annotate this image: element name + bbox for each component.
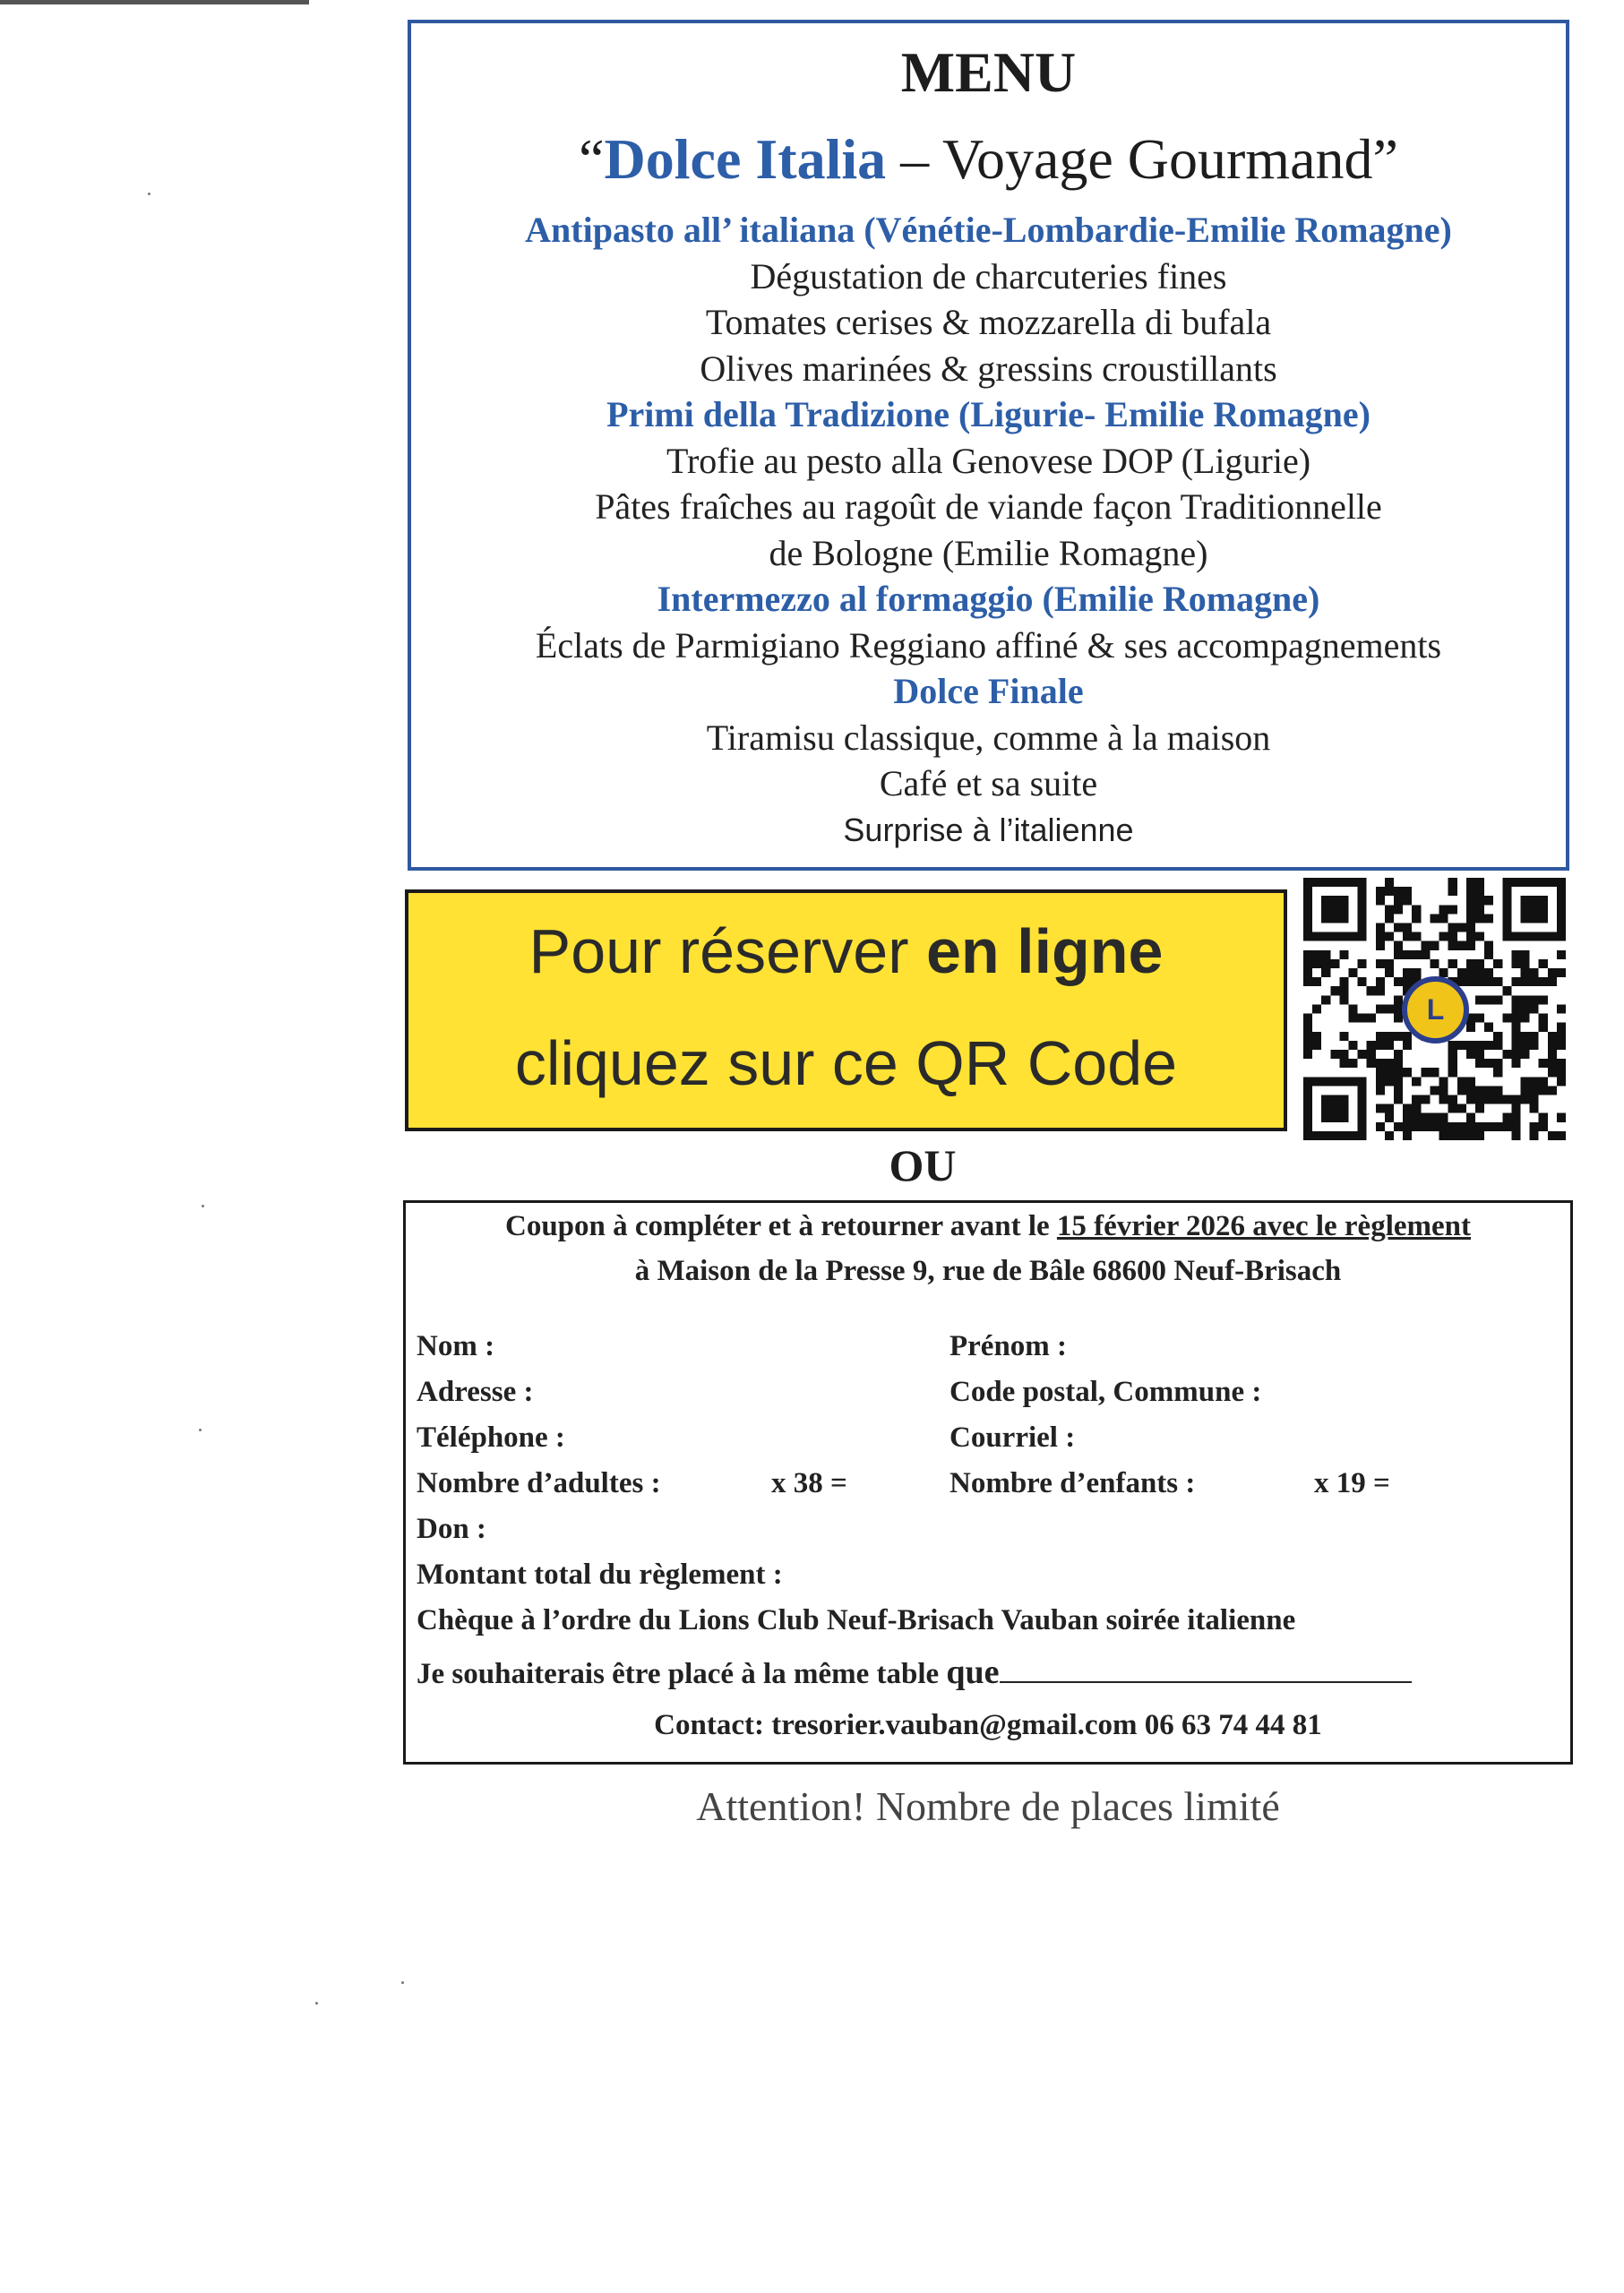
scan-artifact-line	[0, 0, 309, 4]
enfants-field[interactable]: Nombre d’enfants :	[949, 1467, 1196, 1499]
attention-notice: Attention! Nombre de places limité	[696, 1783, 1280, 1829]
menu-lines	[411, 207, 1566, 853]
menu-item: Olives marinées & gressins croustillants	[700, 348, 1277, 389]
menu-subtitle: “Dolce Italia – Voyage Gourmand”	[579, 127, 1398, 191]
scan-speck	[315, 2002, 318, 2005]
menu-item: Surprise à l’italienne	[843, 811, 1134, 848]
menu-section-heading: Antipasto all’ italiana (Vénétie-Lombardie-Emilie Romagne)	[525, 210, 1452, 250]
code-postal-field[interactable]: Code postal, Commune :	[949, 1376, 1262, 1408]
cheque-instruction: Chèque à l’ordre du Lions Club Neuf-Brisach Vauban soirée italienne	[417, 1604, 1296, 1636]
menu-item: Éclats de Parmigiano Reggiano affiné & ses accompagnements	[535, 624, 1442, 666]
menu-section-heading: Intermezzo al formaggio (Emilie Romagne)	[657, 579, 1320, 619]
lions-club-logo: L	[1402, 976, 1469, 1043]
menu-item: Café et sa suite	[879, 763, 1098, 803]
or-label: OU	[889, 1140, 957, 1190]
scan-speck	[202, 1205, 204, 1207]
scan-speck	[401, 1981, 404, 1984]
adultes-price: x 38 =	[771, 1467, 847, 1499]
enfants-price: x 19 =	[1314, 1467, 1390, 1499]
menu-item: Trofie au pesto alla Genovese DOP (Ligurie)	[666, 440, 1311, 481]
table-preference-blank[interactable]	[1000, 1658, 1412, 1683]
menu-item: Tiramisu classique, comme à la maison	[706, 717, 1271, 758]
courriel-field[interactable]: Courriel :	[949, 1421, 1076, 1454]
menu-item: Tomates cerises & mozzarella di bufala	[705, 302, 1272, 342]
menu-item: Pâtes fraîches au ragoût de viande façon Traditionnelle	[595, 486, 1382, 527]
menu-box	[408, 20, 1569, 871]
adultes-field[interactable]: Nombre d’adultes :	[417, 1467, 661, 1499]
menu-item: de Bologne (Emilie Romagne)	[769, 532, 1208, 573]
adresse-field[interactable]: Adresse :	[417, 1376, 534, 1408]
scan-speck	[148, 193, 150, 195]
subtitle-highlight: Dolce Italia	[604, 127, 887, 191]
scan-speck	[199, 1429, 202, 1431]
reservation-coupon	[403, 1200, 1573, 1765]
booking-line-2: cliquez sur ce QR Code	[514, 1028, 1178, 1098]
contact-line: Contact: tresorier.vauban@gmail.com 06 63 74 44 81	[654, 1709, 1322, 1741]
prenom-field[interactable]: Prénom :	[949, 1330, 1068, 1362]
table-preference-field[interactable]: Je souhaiterais être placé à la même table que	[417, 1653, 1412, 1692]
menu-item: Dégustation de charcuteries fines	[750, 255, 1227, 296]
don-field[interactable]: Don :	[417, 1513, 486, 1545]
booking-line-1: Pour réserver en ligne	[528, 916, 1164, 986]
online-booking-banner[interactable]	[405, 889, 1287, 1131]
menu-title: MENU	[900, 40, 1077, 104]
nom-field[interactable]: Nom :	[417, 1330, 495, 1362]
telephone-field[interactable]: Téléphone :	[417, 1421, 565, 1454]
montant-field[interactable]: Montant total du règlement :	[417, 1559, 783, 1591]
menu-section-heading: Primi della Tradizione (Ligurie- Emilie Romagne)	[606, 394, 1371, 434]
menu-section-heading: Dolce Finale	[893, 671, 1084, 711]
coupon-header-line-1: Coupon à compléter et à retourner avant le 15 février 2026 avec le règlement	[504, 1210, 1472, 1242]
coupon-header-line-2: à Maison de la Presse 9, rue de Bâle 68600 Neuf-Brisach	[634, 1255, 1342, 1287]
